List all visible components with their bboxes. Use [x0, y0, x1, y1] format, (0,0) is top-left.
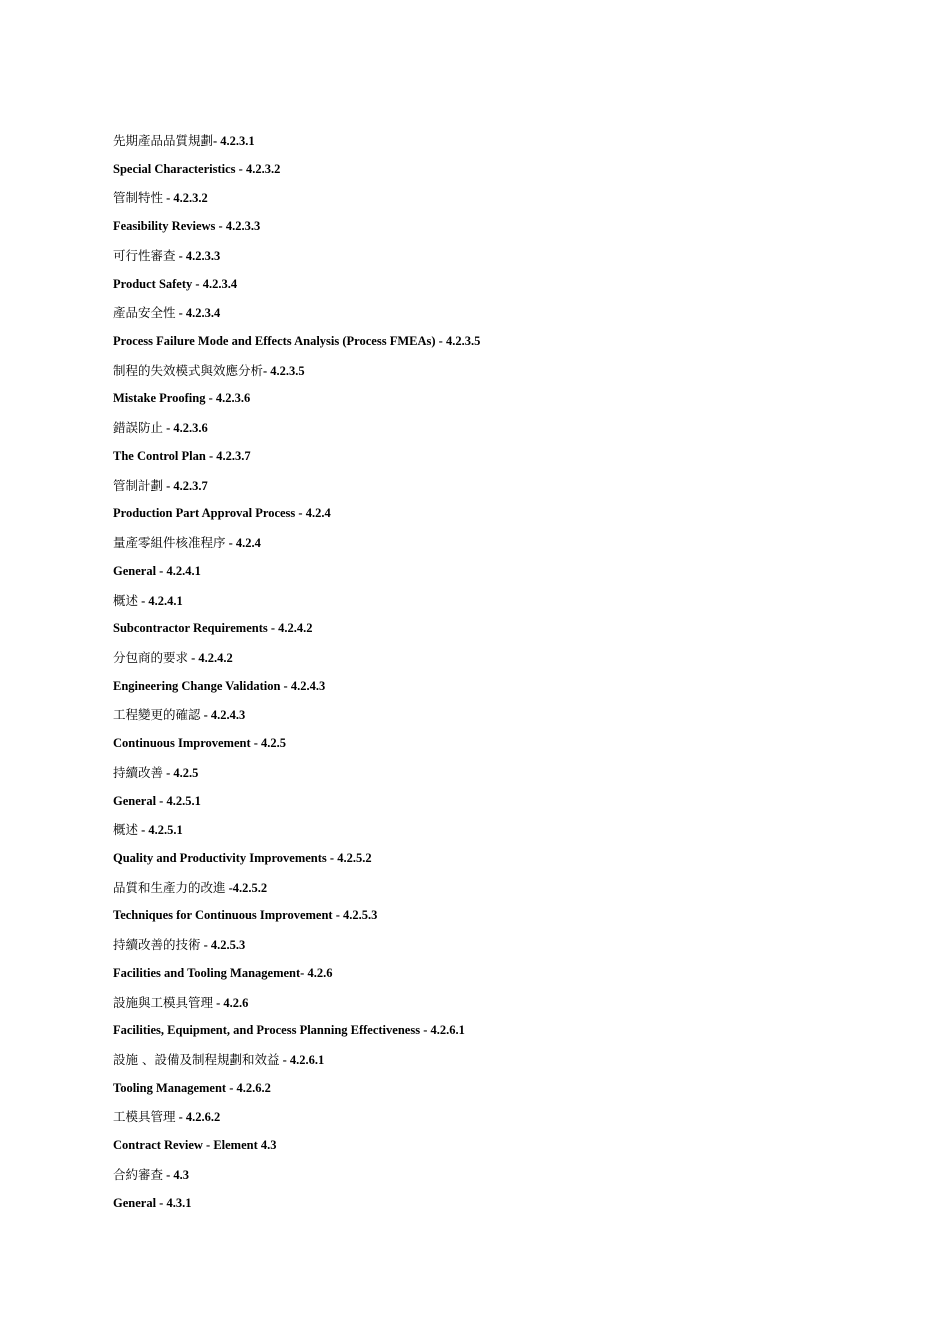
toc-entry	[113, 763, 893, 792]
toc-entry-ref: - 4.2.3.4	[175, 306, 221, 321]
toc-entry-ref: - 4.2.4.1	[156, 563, 201, 578]
toc-entry-title: 工模具管理	[113, 1109, 176, 1125]
toc-entry-title: Quality and Productivity Improvements	[113, 850, 327, 865]
toc-entry-title: Facilities and Tooling Management	[113, 965, 301, 980]
toc-entry	[113, 447, 893, 476]
toc-entry	[113, 332, 893, 361]
toc-entry	[113, 303, 893, 332]
toc-entry-ref: - 4.2.6.1	[420, 1023, 465, 1038]
toc-entry-ref: - 4.2.3.6	[163, 421, 208, 436]
toc-entry-title: Feasibility Reviews	[113, 219, 216, 234]
toc-entry	[113, 217, 893, 246]
toc-entry-title: 先期產品品質規劃	[113, 133, 214, 148]
toc-entry	[113, 562, 893, 591]
toc-entry-title: 錯誤防止	[113, 420, 164, 436]
toc-entry	[113, 705, 893, 734]
toc-entry-ref: - 4.2.3.5	[263, 363, 305, 378]
toc-entry-ref: - 4.2.5.1	[138, 823, 183, 838]
toc-entry	[113, 1107, 893, 1136]
toc-entry	[113, 734, 893, 763]
toc-entry	[113, 361, 893, 390]
toc-entry	[113, 131, 893, 160]
toc-entry	[113, 591, 893, 620]
toc-entry-ref: - Element 4.3	[202, 1138, 277, 1153]
toc-entry	[113, 418, 893, 447]
toc-entry-ref: - 4.2.4.3	[200, 708, 246, 723]
toc-entry-ref: - 4.2.3.1	[213, 134, 255, 148]
toc-entry-title: Product Safety	[113, 276, 193, 291]
toc-entry-title: General	[113, 1195, 157, 1210]
toc-entry-title: Subcontractor Requirements	[113, 621, 268, 636]
table-of-contents	[113, 131, 893, 1222]
toc-entry-ref: -4.2.5.2	[225, 880, 268, 895]
toc-entry	[113, 878, 893, 907]
toc-entry-title: 合約審查	[113, 1166, 164, 1182]
toc-entry-ref: - 4.2.6.2	[175, 1110, 221, 1125]
toc-entry	[113, 504, 893, 533]
toc-entry-title: 管制計劃	[113, 477, 164, 493]
toc-entry-ref: - 4.2.3.3	[175, 248, 221, 263]
toc-entry	[113, 1194, 893, 1223]
toc-entry	[113, 533, 893, 562]
toc-entry-ref: - 4.2.3.7	[205, 448, 251, 463]
toc-entry-title: 量產零組件核准程序	[113, 535, 226, 551]
toc-entry	[113, 648, 893, 677]
toc-entry-ref: - 4.2.6.2	[226, 1080, 271, 1095]
toc-entry-title: Special Characteristics	[113, 161, 236, 176]
toc-entry-title: 制程的失效模式與效應分析	[113, 362, 264, 378]
toc-entry-title: Engineering Change Validation	[113, 678, 281, 693]
toc-entry	[113, 1136, 893, 1165]
toc-entry-title: Mistake Proofing	[113, 391, 206, 406]
toc-entry	[113, 935, 893, 964]
toc-entry-title: 設施 、設備及制程規劃和效益	[113, 1052, 280, 1067]
toc-entry-title: Process Failure Mode and Effects Analysis (Process FMEAs)	[113, 334, 436, 349]
toc-entry	[113, 993, 893, 1022]
toc-entry-ref: - 4.2.4	[295, 506, 331, 521]
toc-entry	[113, 389, 893, 418]
toc-entry	[113, 1050, 893, 1079]
toc-entry-ref: - 4.2.3.7	[163, 478, 208, 493]
toc-entry-ref: - 4.3	[163, 1167, 190, 1182]
toc-entry-ref: - 4.2.3.5	[435, 334, 481, 349]
toc-entry	[113, 1021, 893, 1050]
toc-entry-ref: - 4.2.5.3	[332, 908, 378, 923]
toc-entry-ref: - 4.2.5.1	[156, 793, 201, 808]
toc-entry	[113, 619, 893, 648]
toc-entry-ref: - 4.2.3.2	[163, 191, 208, 206]
toc-entry-title: 持續改善的技術	[113, 937, 201, 953]
toc-entry	[113, 160, 893, 189]
toc-entry-title: Continuous Improvement	[113, 736, 251, 751]
toc-entry	[113, 792, 893, 821]
toc-entry-ref: - 4.2.6	[213, 995, 249, 1010]
toc-entry	[113, 677, 893, 706]
toc-entry	[113, 906, 893, 935]
toc-entry-title: 產品安全性	[113, 305, 176, 321]
toc-entry-ref: - 4.2.3.6	[205, 391, 251, 406]
toc-entry-title: Techniques for Continuous Improvement	[113, 908, 333, 923]
toc-entry	[113, 1165, 893, 1194]
toc-entry-ref: - 4.2.3.4	[192, 276, 238, 291]
toc-entry-ref: - 4.2.5	[250, 736, 287, 751]
toc-entry-title: 管制特性	[113, 190, 164, 206]
toc-entry	[113, 964, 893, 993]
toc-entry	[113, 188, 893, 217]
toc-entry-ref: - 4.2.4.2	[267, 621, 313, 636]
toc-entry-title: Production Part Approval Process	[113, 506, 296, 521]
toc-entry-title: Tooling Management	[113, 1080, 227, 1095]
toc-entry-ref: - 4.2.4	[225, 536, 261, 551]
toc-entry-title: General	[113, 563, 157, 578]
toc-entry-title: Contract Review	[113, 1138, 203, 1153]
toc-entry-ref: - 4.2.3.2	[235, 161, 281, 176]
toc-entry-title: 分包商的要求	[113, 649, 189, 665]
toc-entry-title: 品質和生產力的改進	[113, 879, 226, 895]
toc-entry-ref: - 4.2.5.2	[326, 850, 372, 865]
toc-entry	[113, 275, 893, 304]
toc-entry-title: Facilities, Equipment, and Process Planning Effectiveness	[113, 1023, 421, 1038]
toc-entry-title: 工程變更的確認	[113, 707, 201, 723]
toc-entry-title: 持續改善	[113, 764, 164, 780]
toc-entry-title: 概述	[113, 592, 139, 608]
toc-entry-title: 可行性審查	[113, 247, 176, 263]
toc-entry-title: General	[113, 793, 157, 808]
toc-entry-ref: - 4.2.4.2	[188, 650, 233, 665]
toc-entry-title: 概述	[113, 822, 139, 838]
toc-entry	[113, 246, 893, 275]
toc-entry-ref: - 4.2.6	[300, 965, 333, 980]
toc-entry-ref: - 4.2.4.1	[138, 593, 183, 608]
toc-entry	[113, 820, 893, 849]
toc-entry	[113, 849, 893, 878]
toc-entry-title: The Control Plan	[113, 448, 206, 463]
toc-entry-title: 設施與工模具管理	[113, 994, 214, 1010]
toc-entry	[113, 1079, 893, 1108]
toc-entry	[113, 476, 893, 505]
toc-entry-ref: - 4.3.1	[156, 1195, 192, 1210]
toc-entry-ref: - 4.2.3.3	[215, 219, 261, 234]
toc-entry-ref: - 4.2.6.1	[279, 1053, 325, 1067]
toc-entry-ref: - 4.2.5.3	[200, 938, 246, 953]
toc-entry-ref: - 4.2.5	[163, 765, 199, 780]
toc-entry-ref: - 4.2.4.3	[280, 678, 326, 693]
